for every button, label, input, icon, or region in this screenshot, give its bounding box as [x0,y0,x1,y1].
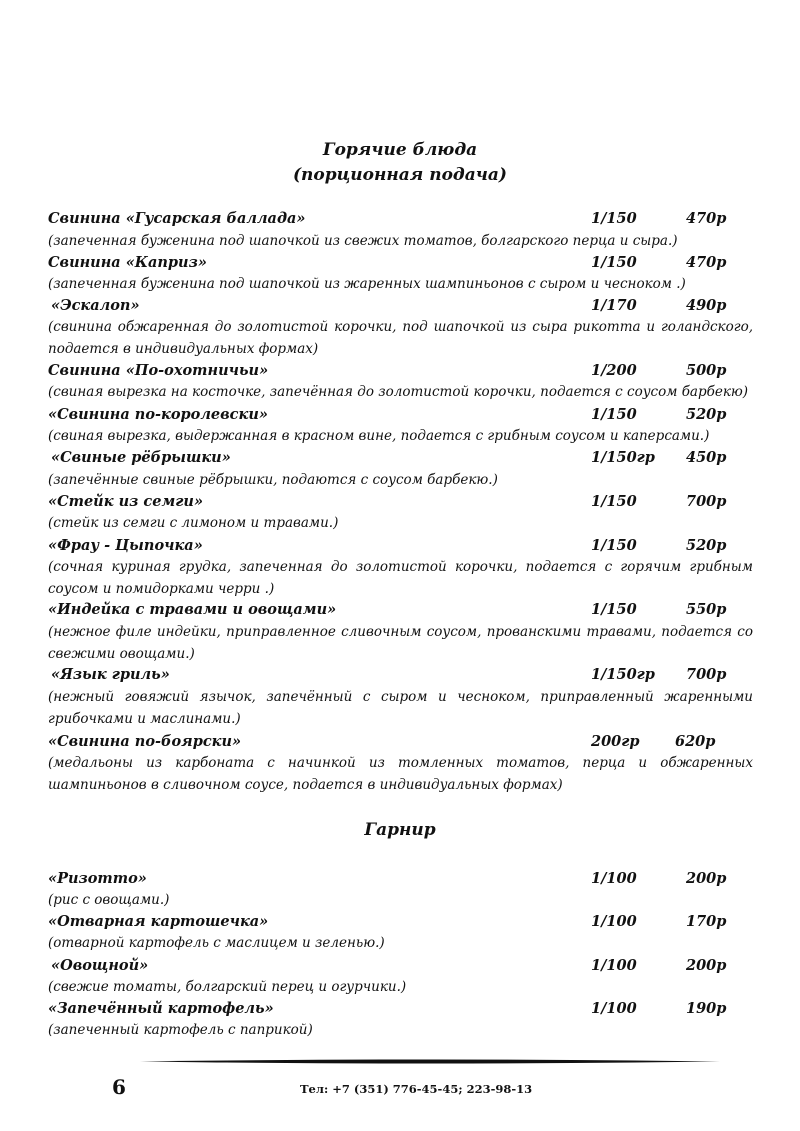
menu-item [48,911,758,933]
item-price: 200р [686,957,727,974]
item-portion: 200гр [591,733,640,750]
item-description: (медальоны из карбоната с начинкой из томленных томатов, перца и обжаренных шампиньонов в сливочном соусе, подается в индивидуальных формах) [48,755,753,793]
item-description: (свежие томаты, болгарский перец и огурчики.) [48,979,407,995]
item-portion: 1/150 [591,254,637,271]
item-price: 520р [686,406,727,423]
item-price: 700р [686,666,727,683]
item-portion: 1/150 [591,210,637,227]
footer-phone: Тел: +7 (351) 776-45-45; 223-98-13 [300,1082,533,1096]
menu-item [51,955,761,977]
menu-item [48,491,758,513]
item-name: «Индейка с травами и овощами» [48,601,337,618]
menu-item [48,360,758,382]
item-name: Свинина «Гусарская баллада» [48,210,306,227]
menu-item [48,998,758,1020]
item-description: (запеченная буженина под шапочкой из жаренных шампиньонов с сыром и чесноком .) [48,276,686,292]
item-name: «Стейк из семги» [48,493,204,510]
item-description: (отварной картофель с маслицем и зеленью.) [48,935,385,951]
item-description: (нежное филе индейки, приправленное сливочным соусом, прованскими травами, подается со свежими овощами.) [48,624,753,662]
item-description: (запеченная буженина под шапочкой из свежих томатов, болгарского перца и сыра.) [48,233,678,249]
item-name: «Запечённый картофель» [48,1000,274,1017]
item-portion: 1/100 [591,870,637,887]
item-portion: 1/150гр [591,666,655,683]
item-price: 490р [686,297,727,314]
item-price: 200р [686,870,727,887]
item-name: «Отварная картошечка» [48,913,269,930]
item-description: (рис с овощами.) [48,892,170,908]
menu-item [48,404,758,426]
menu-item [48,208,758,230]
item-portion: 1/200 [591,362,637,379]
item-description: (стейк из семги с лимоном и травами.) [48,515,339,531]
menu-item [51,295,761,317]
item-name: «Язык гриль» [51,666,170,683]
item-price: 470р [686,210,727,227]
item-price: 520р [686,537,727,554]
page-number: 6 [112,1075,126,1099]
item-price: 170р [686,913,727,930]
menu-item [48,868,758,890]
menu-item [51,447,761,469]
footer-divider [140,1059,720,1064]
item-name: Свинина «Каприз» [48,254,207,271]
item-portion: 1/150 [591,601,637,618]
item-name: «Свинина по-королевски» [48,406,268,423]
item-portion: 1/170 [591,297,637,314]
item-name: Свинина «По-охотничьи» [48,362,269,379]
item-name: «Ризотто» [48,870,147,887]
item-price: 550р [686,601,727,618]
item-price: 470р [686,254,727,271]
item-price: 190р [686,1000,727,1017]
item-portion: 1/150 [591,493,637,510]
menu-item [48,252,758,274]
menu-item [48,535,758,557]
item-name: «Свиные рёбрышки» [51,449,231,466]
hot-dishes-subtitle: (порционная подача) [293,165,507,185]
menu-item [48,731,758,753]
item-description: (сочная куриная грудка, запеченная до золотистой корочки, подается с горячим грибным соусом и помидорками черри .) [48,559,753,597]
item-description: (свиная вырезка на косточке, запечённая до золотистой корочки, подается с соусом барбекю) [48,384,749,400]
item-description: (нежный говяжий язычок, запечённый с сыром и чесноком, приправленный жаренными грибочками и маслинами.) [48,689,753,727]
item-portion: 1/100 [591,913,637,930]
item-description: (свинина обжаренная до золотистой корочки, под шапочкой из сыра рикотта и голандского, подается в индивидуальных формах) [48,319,753,357]
item-description: (свиная вырезка, выдержанная в красном вине, подается с грибным соусом и каперсами.) [48,428,710,444]
item-description: (запеченный картофель с паприкой) [48,1022,313,1038]
item-portion: 1/150 [591,537,637,554]
item-portion: 1/100 [591,1000,637,1017]
item-price: 500р [686,362,727,379]
hot-dishes-title: Горячие блюда [322,140,478,160]
item-price: 450р [686,449,727,466]
item-name: «Фрау - Цыпочка» [48,537,203,554]
item-portion: 1/150гр [591,449,655,466]
item-portion: 1/100 [591,957,637,974]
item-name: «Свинина по-боярски» [48,733,242,750]
item-portion: 1/150 [591,406,637,423]
item-name: «Овощной» [51,957,149,974]
menu-item [48,599,758,621]
item-name: «Эскалоп» [51,297,140,314]
item-description: (запечённые свиные рёбрышки, подаются с соусом барбекю.) [48,472,498,488]
garnish-title: Гарнир [364,820,436,840]
menu-item [51,664,761,686]
item-price: 620р [675,733,716,750]
item-price: 700р [686,493,727,510]
